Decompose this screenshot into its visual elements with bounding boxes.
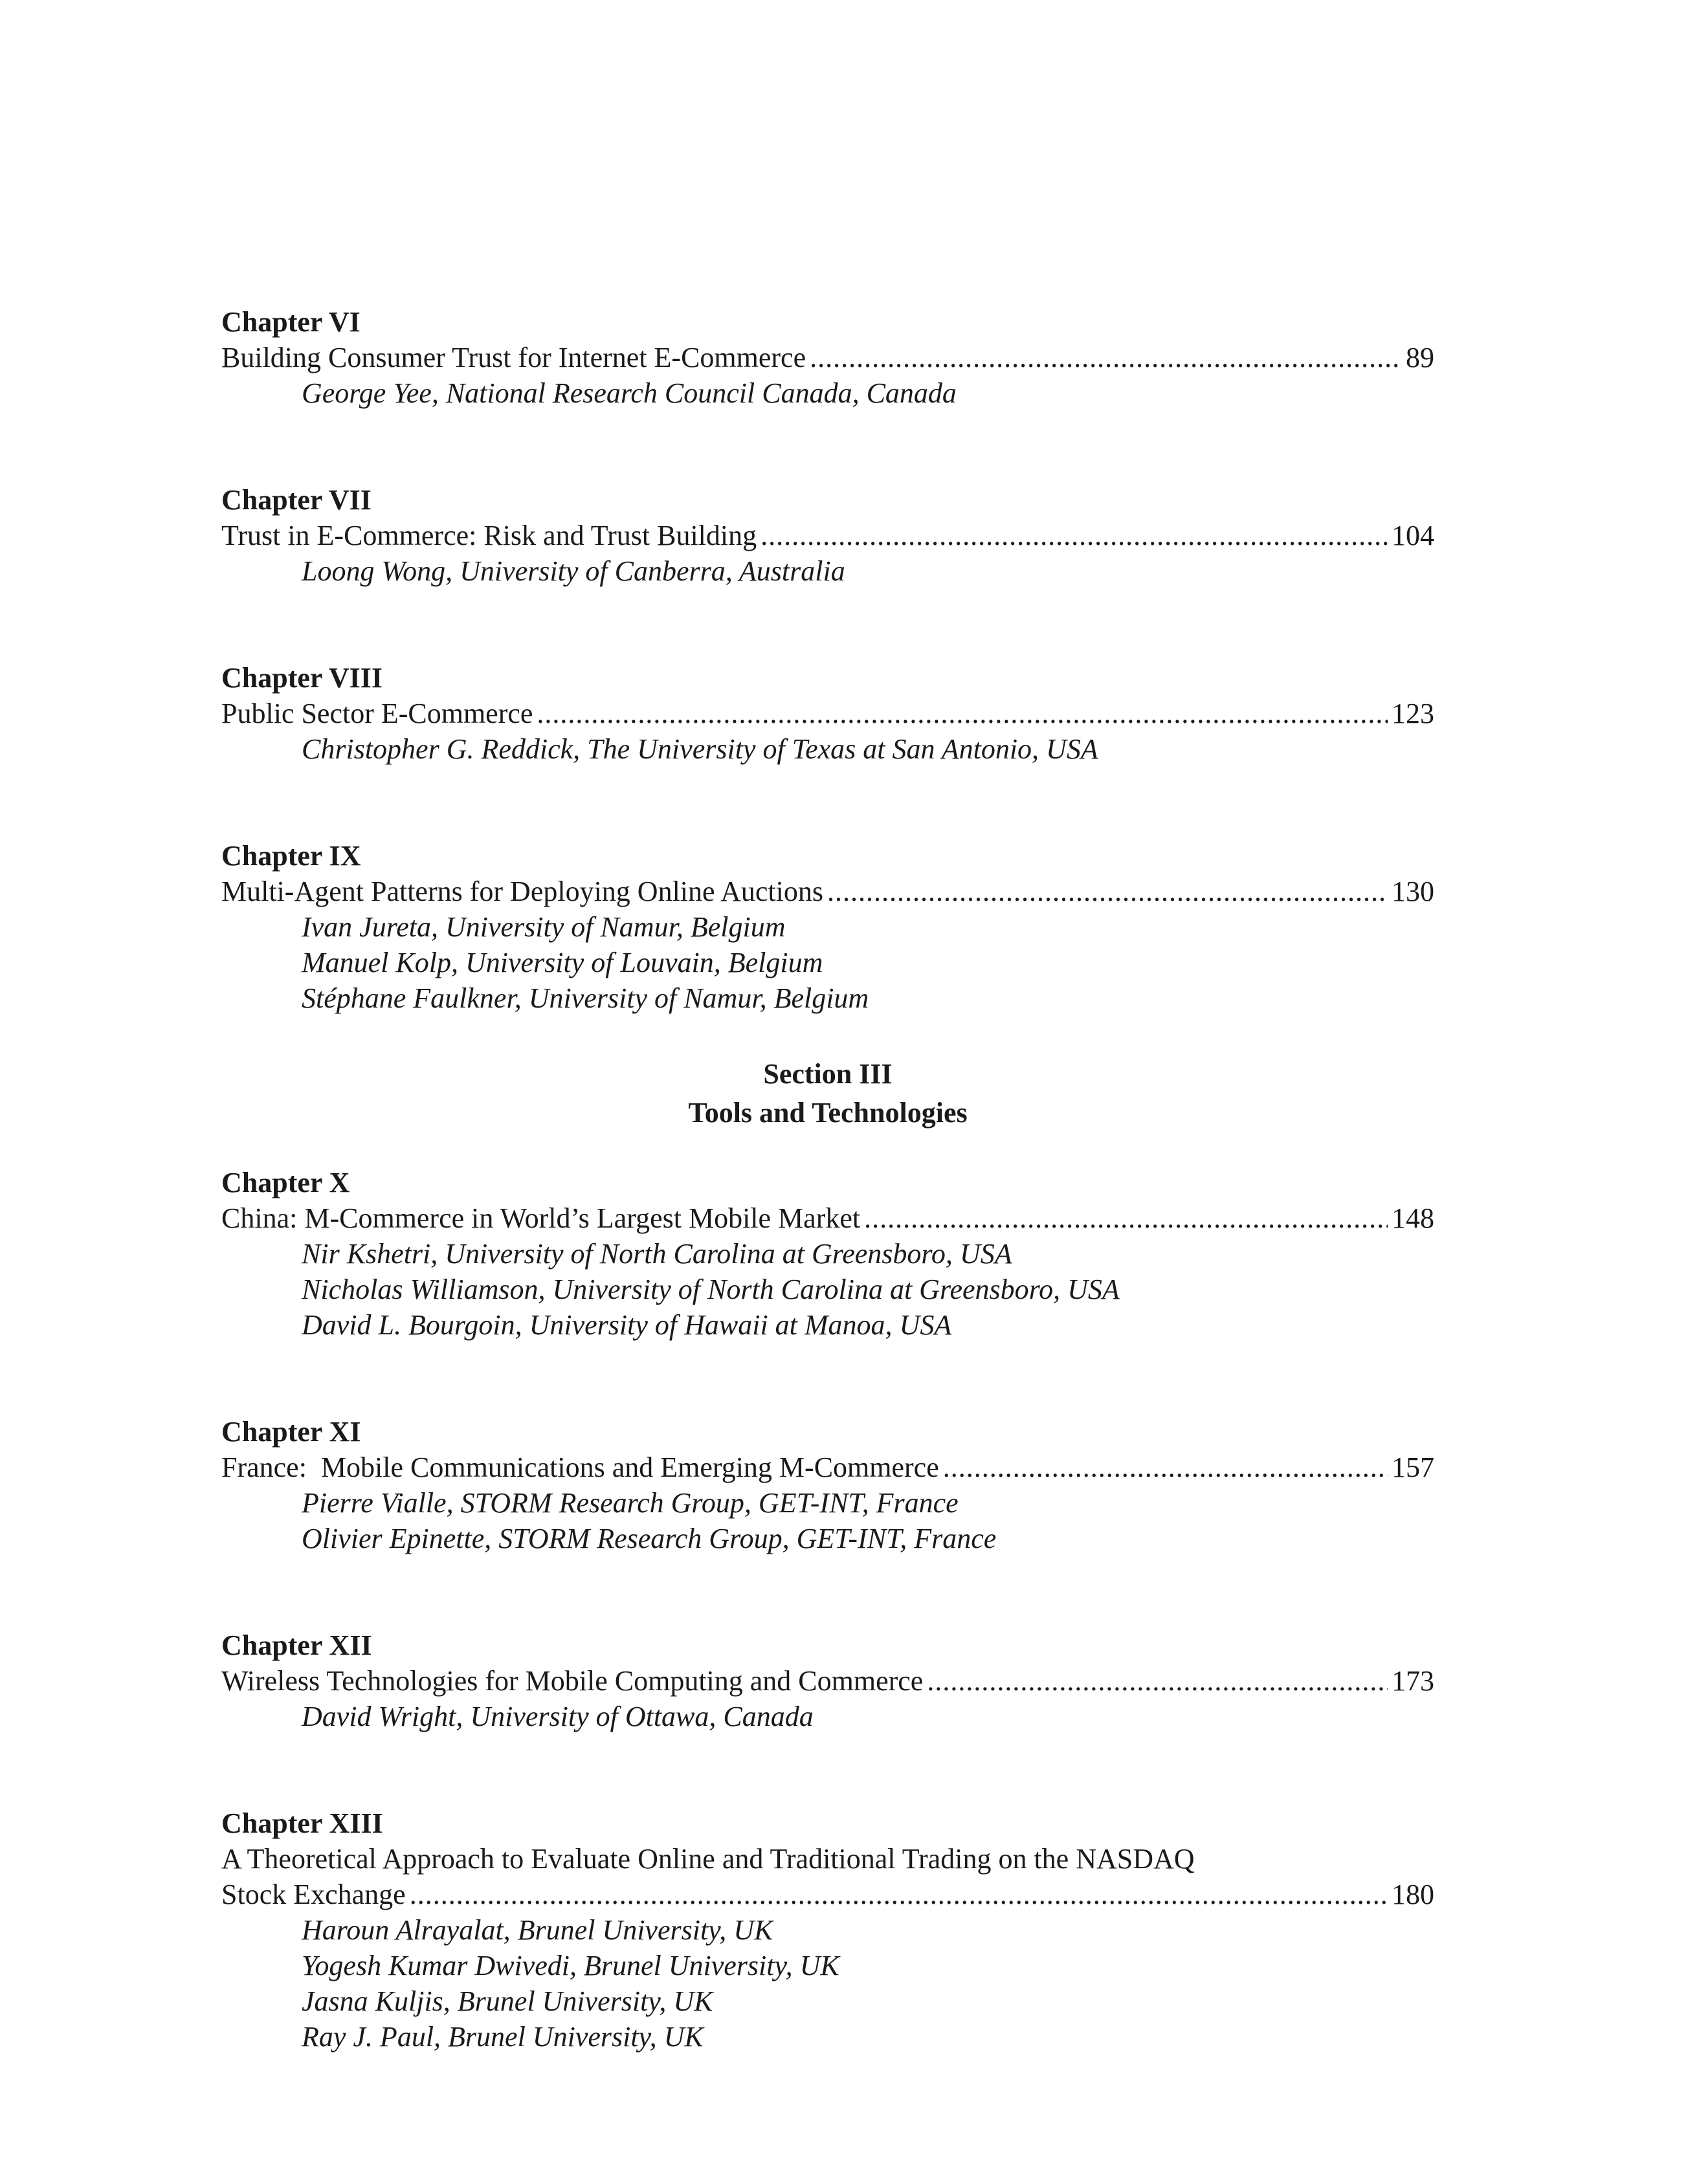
toc-entry-chapter-x xyxy=(221,1165,1434,1343)
chapter-author: Manuel Kolp, University of Louvain, Belgium xyxy=(302,947,823,978)
page-number: 173 xyxy=(1392,1665,1434,1697)
chapter-author: Ivan Jureta, University of Namur, Belgium xyxy=(302,911,786,943)
entry-spacer xyxy=(221,589,1434,660)
chapter-label: Chapter X xyxy=(221,1167,350,1198)
chapter-author: Ray J. Paul, Brunel University, UK xyxy=(302,2021,704,2053)
toc-entry-chapter-xi xyxy=(221,1414,1434,1556)
page-number: 130 xyxy=(1392,876,1434,907)
toc-entry-chapter-viii xyxy=(221,660,1434,767)
chapter-label: Chapter IX xyxy=(221,840,361,872)
toc-entry-chapter-ix xyxy=(221,838,1434,1016)
toc-title-line[interactable] xyxy=(221,1450,1434,1485)
page-number: 104 xyxy=(1392,520,1434,551)
chapter-author: David L. Bourgoin, University of Hawaii at Manoa, USA xyxy=(302,1309,952,1341)
section-title: Tools and Technologies xyxy=(688,1097,968,1129)
chapter-author: Haroun Alrayalat, Brunel University, UK xyxy=(302,1914,773,1946)
chapter-author: Olivier Epinette, STORM Research Group, GET-INT, France xyxy=(302,1523,997,1554)
toc-title-line[interactable] xyxy=(221,874,1434,909)
chapter-author: Yogesh Kumar Dwivedi, Brunel University, UK xyxy=(302,1950,839,1981)
entry-spacer xyxy=(221,1556,1434,1627)
entry-spacer xyxy=(221,1734,1434,1805)
chapter-label: Chapter XII xyxy=(221,1629,372,1661)
dot-leader xyxy=(864,1200,1388,1236)
toc-title-line[interactable] xyxy=(221,1200,1434,1236)
dot-leader xyxy=(827,874,1388,909)
toc-title-line[interactable] xyxy=(221,696,1434,731)
page-number: 148 xyxy=(1392,1202,1434,1234)
section-heading-block xyxy=(221,1016,1434,1165)
chapter-label: Chapter VIII xyxy=(221,662,383,694)
page-number: 123 xyxy=(1392,698,1434,729)
chapter-title: Multi-Agent Patterns for Deploying Online Auctions xyxy=(221,876,823,907)
chapter-author: Loong Wong, University of Canberra, Australia xyxy=(302,555,845,587)
chapter-label: Chapter VI xyxy=(221,306,361,338)
dot-leader xyxy=(810,340,1402,375)
entry-spacer xyxy=(221,1343,1434,1414)
chapter-label: Chapter XI xyxy=(221,1416,361,1448)
dot-leader xyxy=(761,518,1388,553)
chapter-title: Trust in E-Commerce: Risk and Trust Building xyxy=(221,520,757,551)
chapter-title: France: Mobile Communications and Emerging M-Commerce xyxy=(221,1451,939,1483)
page-number: 157 xyxy=(1392,1451,1434,1483)
entry-spacer xyxy=(221,767,1434,838)
toc-title-line[interactable] xyxy=(221,518,1434,553)
dot-leader xyxy=(410,1877,1388,1912)
toc-title-line[interactable] xyxy=(221,1663,1434,1699)
chapter-author: Jasna Kuljis, Brunel University, UK xyxy=(302,1985,713,2017)
entry-spacer xyxy=(221,411,1434,482)
chapter-author: Nir Kshetri, University of North Carolina at Greensboro, USA xyxy=(302,1238,1012,1270)
toc-entry-chapter-vi xyxy=(221,304,1434,411)
chapter-title: Public Sector E-Commerce xyxy=(221,698,533,729)
table-of-contents xyxy=(221,304,1434,2055)
toc-entry-chapter-vii xyxy=(221,482,1434,589)
chapter-title-line-1[interactable]: A Theoretical Approach to Evaluate Online and Traditional Trading on the NASDAQ xyxy=(221,1843,1195,1875)
chapter-label: Chapter XIII xyxy=(221,1807,383,1839)
page-number: 89 xyxy=(1406,342,1434,373)
dot-leader xyxy=(537,696,1388,731)
dot-leader xyxy=(927,1663,1388,1699)
dot-leader xyxy=(943,1450,1388,1485)
chapter-author: Nicholas Williamson, University of North Carolina at Greensboro, USA xyxy=(302,1274,1120,1305)
chapter-title: China: M-Commerce in World’s Largest Mobile Market xyxy=(221,1202,861,1234)
chapter-author: George Yee, National Research Council Canada, Canada xyxy=(302,377,957,409)
toc-title-line[interactable] xyxy=(221,1877,1434,1912)
chapter-title: Wireless Technologies for Mobile Computing and Commerce xyxy=(221,1665,924,1697)
toc-entry-chapter-xii xyxy=(221,1627,1434,1734)
chapter-title: Building Consumer Trust for Internet E-Commerce xyxy=(221,342,806,373)
chapter-author: David Wright, University of Ottawa, Canada xyxy=(302,1701,814,1732)
chapter-author: Pierre Vialle, STORM Research Group, GET-INT, France xyxy=(302,1487,959,1519)
toc-entry-chapter-xiii xyxy=(221,1805,1434,2055)
chapter-title: Stock Exchange xyxy=(221,1879,406,1910)
chapter-author: Christopher G. Reddick, The University of Texas at San Antonio, USA xyxy=(302,733,1098,765)
section-number: Section III xyxy=(763,1058,893,1090)
chapter-label: Chapter VII xyxy=(221,484,372,516)
toc-title-line[interactable] xyxy=(221,340,1434,375)
page-number: 180 xyxy=(1392,1879,1434,1910)
chapter-author: Stéphane Faulkner, University of Namur, Belgium xyxy=(302,982,869,1014)
